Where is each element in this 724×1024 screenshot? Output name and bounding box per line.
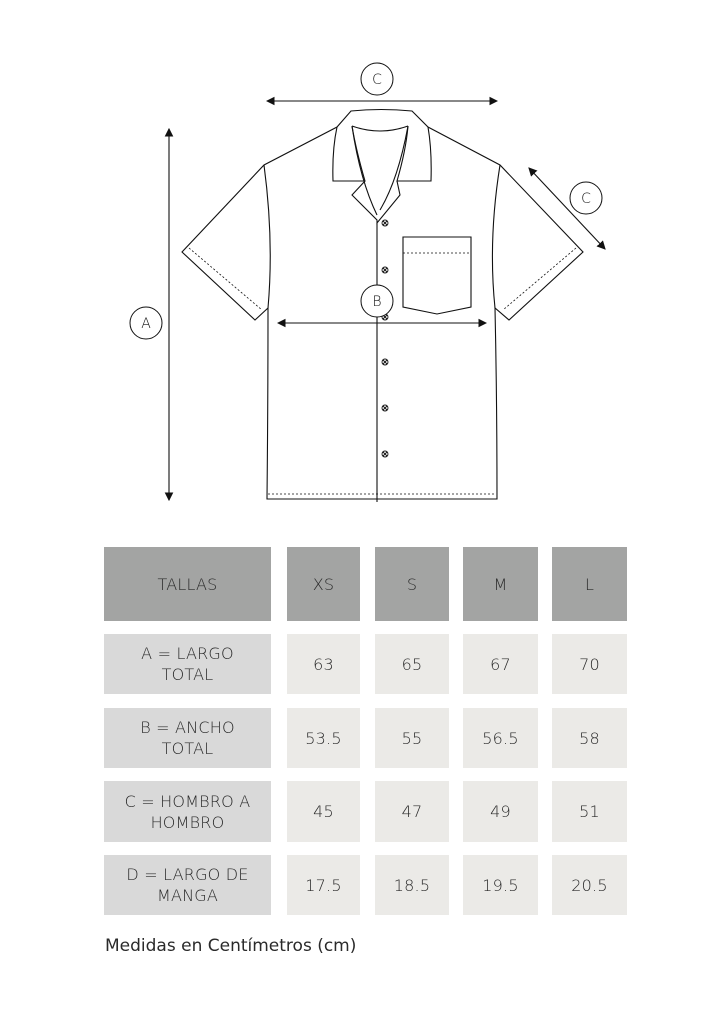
units-footnote: Medidas en Centímetros (cm) xyxy=(105,936,357,956)
row-label-line: HOMBRO xyxy=(150,812,225,832)
table-cell: 51 xyxy=(552,781,627,842)
button-icon xyxy=(382,405,388,411)
row-label-line: C = HOMBRO A xyxy=(124,791,251,811)
button-icon xyxy=(382,267,388,273)
header-m: M xyxy=(463,547,538,621)
table-cell: 65 xyxy=(375,634,449,694)
row-label xyxy=(104,855,271,915)
table-cell: 45 xyxy=(287,781,360,842)
row-label-line: B = ANCHO xyxy=(140,718,235,737)
header-tallas: TALLAS xyxy=(104,547,271,621)
table-cell: 67 xyxy=(463,634,538,694)
row-label-line: MANGA xyxy=(156,886,219,905)
table-cell: 18.5 xyxy=(375,855,449,915)
table-cell: 19.5 xyxy=(463,855,538,915)
label-b: B xyxy=(372,294,382,310)
row-label xyxy=(104,781,271,842)
row-label xyxy=(104,708,271,768)
table-cell: 56.5 xyxy=(463,708,538,768)
label-c-sleeve: C xyxy=(581,191,591,207)
table-cell: 58 xyxy=(552,708,627,768)
table-cell: 17.5 xyxy=(287,855,360,915)
header-l: L xyxy=(552,547,627,621)
button-icon xyxy=(382,220,388,226)
row-label-line: TOTAL xyxy=(161,665,214,684)
table-cell: 20.5 xyxy=(552,855,627,915)
button-icon xyxy=(382,359,388,365)
header-s: S xyxy=(375,547,449,621)
button-icon xyxy=(382,451,388,457)
table-cell: 47 xyxy=(375,781,449,842)
row-label-line: TOTAL xyxy=(161,739,214,758)
table-cell: 63 xyxy=(287,634,360,694)
table-cell: 55 xyxy=(375,708,449,768)
row-label-line: D = LARGO DE xyxy=(126,865,249,884)
label-c-top: C xyxy=(372,72,382,88)
header-xs: XS xyxy=(287,547,360,621)
label-a: A xyxy=(141,316,151,332)
table-cell: 70 xyxy=(552,634,627,694)
table-cell: 53.5 xyxy=(287,708,360,768)
table-cell: 49 xyxy=(463,781,538,842)
row-label-line: A = LARGO xyxy=(141,644,234,663)
row-label xyxy=(104,634,271,694)
